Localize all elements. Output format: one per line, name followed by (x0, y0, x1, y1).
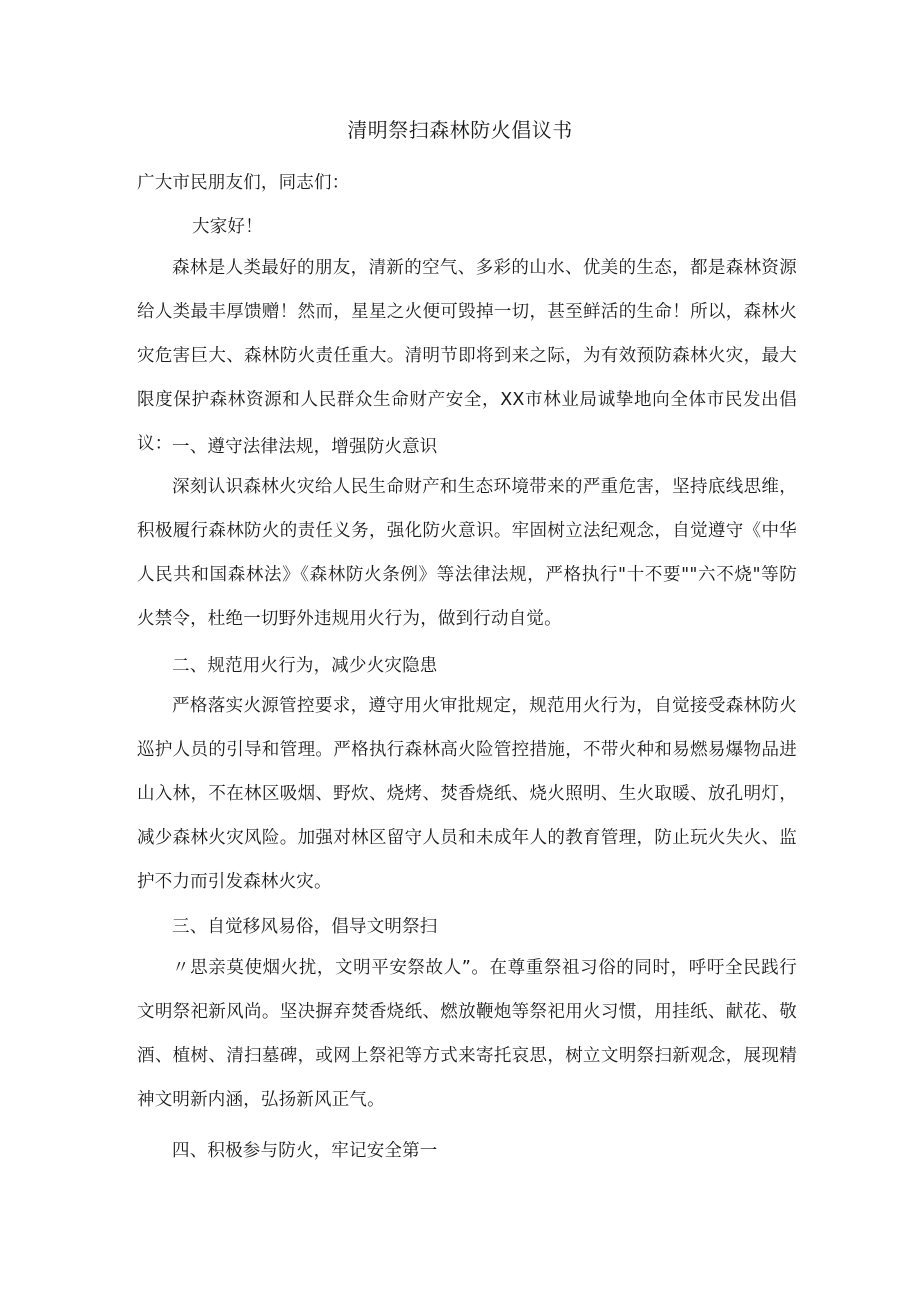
section-heading-1: 一、遵守法律法规，增强防火意识 (172, 437, 438, 457)
greeting: 大家好！ (192, 217, 263, 237)
section-body-2: 严格落实火源管控要求，遵守用火审批规定，规范用火行为，自觉接受森林防火巡护人员的引导和管理。严格执行森林高火险管控措施，不带火种和易燃易爆物品进山入林，不在林区吸烟、野炊、烧烤、焚香烧纸、烧火照明、生火取暖、放孔明灯，减少森林火灾风险。加强对林区留守人员和未成年人的教育管理，防止玩火失火、监护不力而引发森林火灾。 (137, 696, 797, 892)
section-body-3: 〃思亲莫使烟火扰，文明平安祭故人”。在尊重祭祖习俗的同时，呼吁全民践行文明祭祀新风尚。坚决摒弃焚香烧纸、燃放鞭炮等祭祀用火习惯，用挂纸、献花、敬酒、植树、清扫墓碑，或网上祭祀等方式来寄托哀思，树立文明祭扫新观念，展现精神文明新内涵，弘扬新风正气。 (137, 958, 797, 1110)
section-body-1: 深刻认识森林火灾给人民生命财产和生态环境带来的严重危害，坚持底线思维，积极履行森林防火的责任义务，强化防火意识。牢固树立法纪观念，自觉遵守《中华人民共和国森林法》《森林防火条例》等法律法规，严格执行"十不要""六不烧"等防火禁令，杜绝一切野外违规用火行为，做到行动自觉。 (137, 477, 797, 629)
section-heading-2: 二、规范用火行为，减少火灾隐患 (172, 656, 438, 676)
salutation: 广大市民朋友们，同志们： (137, 173, 350, 193)
document-title: 清明祭扫森林防火倡议书 (347, 118, 573, 142)
intro-paragraph: 森林是人类最好的朋友，清新的空气、多彩的山水、优美的生态，都是森林资源给人类最丰厚馈赠！然而，星星之火便可毁掉一切，甚至鲜活的生命！所以，森林火灾危害巨大、森林防火责任重大。清明节即将到来之际，为有效预防森林火灾，最大限度保护森林资源和人民群众生命财产安全，XX市林业局诚挚地向全体市民发出倡议： (137, 258, 797, 454)
section-heading-3: 三、自觉移风易俗，倡导文明祭扫 (172, 917, 438, 937)
section-heading-4: 四、积极参与防火，牢记安全第一 (172, 1141, 438, 1161)
